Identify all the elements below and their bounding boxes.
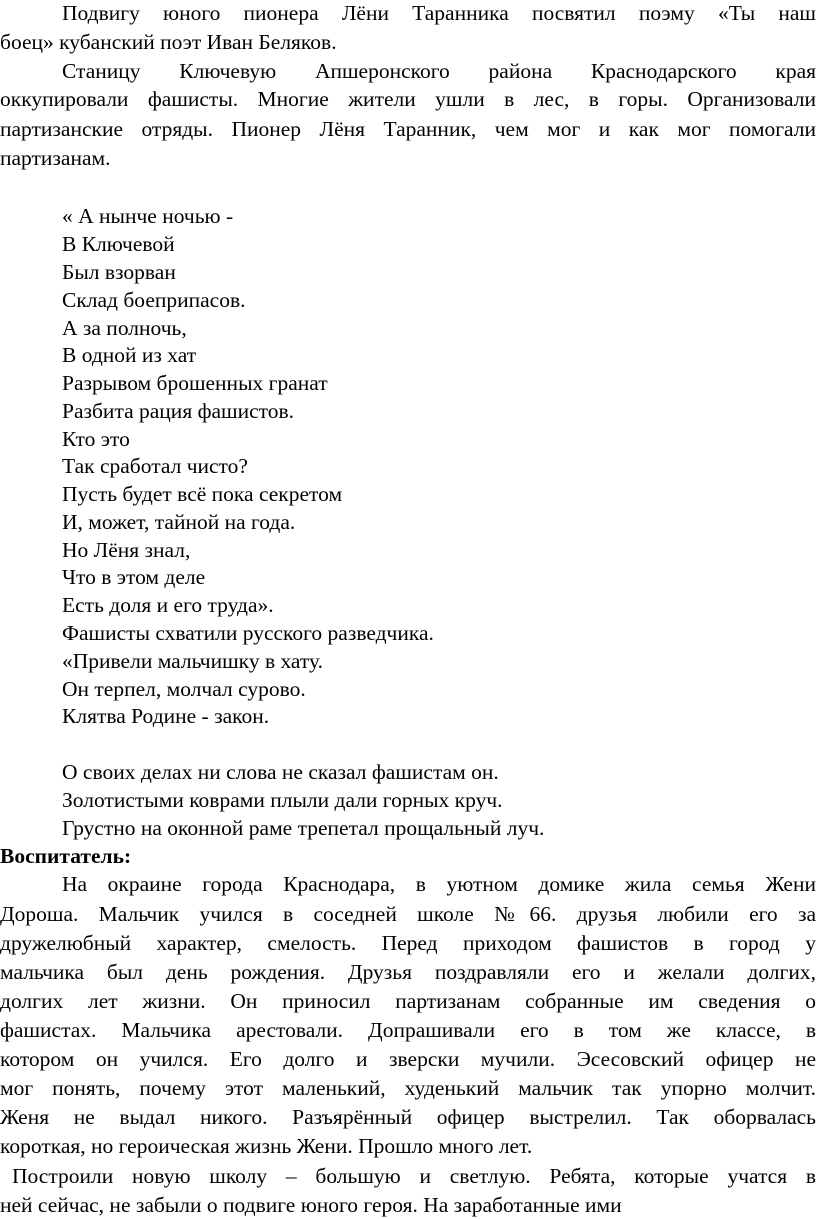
paragraph-2-line: партизанские отряды. Пионер Лёня Таранник, чем мог и как мог помогали <box>0 117 816 141</box>
poem-line: « А нынче ночью - <box>62 204 234 228</box>
poem-line: В одной из хат <box>62 343 197 367</box>
paragraph-3-line: Женя не выдал никого. Разъярённый офицер выстрелил. Так оборвалась <box>0 1105 816 1129</box>
speaker-heading: Воспитатель: <box>0 844 132 868</box>
paragraph-4-line: ней сейчас, не забыли о подвиге юного героя. На заработанные ими <box>0 1193 622 1217</box>
poem-line: А за полночь, <box>62 316 187 340</box>
paragraph-2-line: оккупировали фашисты. Многие жители ушли в лес, в горы. Организовали <box>0 87 816 111</box>
poem-line: «Привели мальчишку в хату. <box>62 649 324 673</box>
poem-line: Разрывом брошенных гранат <box>62 371 328 395</box>
paragraph-3-line: фашистах. Мальчика арестовали. Допрашивали его в том же классе, в <box>0 1018 816 1042</box>
poem-line: О своих делах ни слова не сказал фашистам он. <box>62 760 499 784</box>
paragraph-3-line: короткая, но героическая жизнь Жени. Прошло много лет. <box>0 1134 533 1158</box>
paragraph-3-line: Дороша. Мальчик учился в соседней школе №66. друзья любили его за <box>0 902 816 926</box>
poem-line: Кто это <box>62 427 130 451</box>
paragraph-3-line: На окраине города Краснодара, в уютном домике жила семья Жени <box>62 872 816 896</box>
poem-line: Грустно на оконной раме трепетал прощальный луч. <box>62 816 545 840</box>
paragraph-3-line: долгих лет жизни. Он приносил партизанам собранные им сведения о <box>0 989 816 1013</box>
paragraph-2-line: партизанам. <box>0 146 111 170</box>
poem-line: Склад боеприпасов. <box>62 288 246 312</box>
paragraph-1-line: Подвигу юного пионера Лёни Таранника посвятил поэму «Ты наш <box>62 1 816 25</box>
poem-line: И, может, тайной на года. <box>62 510 296 534</box>
poem-line: Фашисты схватили русского разведчика. <box>62 621 434 645</box>
poem-line: Золотистыми коврами плыли дали горных круч. <box>62 788 503 812</box>
paragraph-4-line: Построили новую школу – большую и светлую. Ребята, которые учатся в <box>12 1164 816 1188</box>
poem-line: Он терпел, молчал сурово. <box>62 677 306 701</box>
poem-line: Клятва Родине - закон. <box>62 704 270 728</box>
paragraph-2-line: Станицу Ключевую Апшеронского района Краснодарского края <box>62 59 816 83</box>
poem-line: Что в этом деле <box>62 565 206 589</box>
poem-line: В Ключевой <box>62 232 175 256</box>
poem-line: Пусть будет всё пока секретом <box>62 482 343 506</box>
paragraph-1-line: боец» кубанский поэт Иван Беляков. <box>0 30 337 54</box>
paragraph-3-line: дружелюбный характер, смелость. Перед приходом фашистов в город у <box>0 931 816 955</box>
paragraph-3-line: котором он учился. Его долго и зверски мучили. Эсесовский офицер не <box>0 1047 816 1071</box>
poem-line: Так сработал чисто? <box>62 454 248 478</box>
poem-line: Разбита рация фашистов. <box>62 399 295 423</box>
poem-line: Но Лёня знал, <box>62 538 191 562</box>
poem-line: Есть доля и его труда». <box>62 593 274 617</box>
paragraph-3-line: мог понять, почему этот маленький, худенький мальчик так упорно молчит. <box>0 1076 816 1100</box>
poem-line: Был взорван <box>62 260 176 284</box>
paragraph-3-line: мальчика был день рождения. Друзья поздравляли его и желали долгих, <box>0 960 816 984</box>
